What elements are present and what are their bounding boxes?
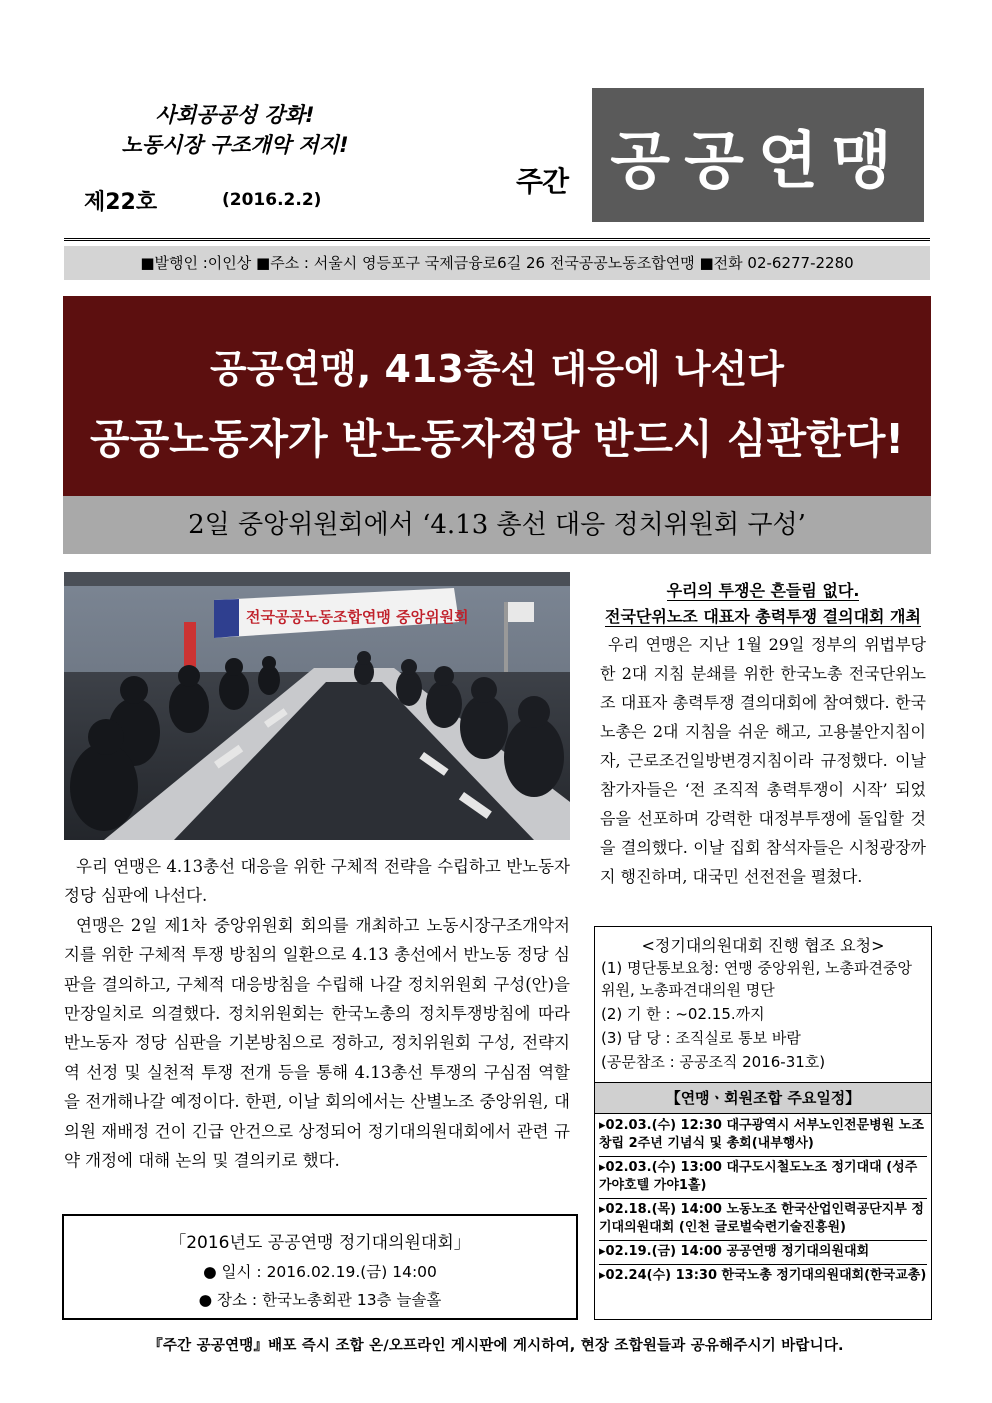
publisher-info: ■발행인 :이인상 ■주소 : 서울시 영등포구 국제금융로6길 26 전국공공노동조합연맹 ■전화 02-6277-2280 [64,246,930,280]
schedule-box [594,1082,932,1320]
photo-banner-text: 전국공공노동조합연맹 중앙위원회 [246,608,469,626]
schedule-item: ▸02.03.(수) 13:00 대구도시철도노조 정기대대 (성주 가야호텔 가야1홀) [599,1157,927,1199]
masthead-title: 공공연맹 [610,123,906,197]
slogan [80,100,390,160]
struggle-title-text: 우리의 투쟁은 흔들림 없다. [666,581,860,600]
slogan-line-1: 사회공공성 강화! [155,103,315,127]
headline-line-1: 공공연맹, 413총선 대응에 나선다 [210,347,784,391]
schedule-item: ▸02.03.(수) 12:30 대구광역시 서부노인전문병원 노조 창립 2주년 기념식 및 총회(내부행사) [599,1115,927,1157]
cooperation-items [601,957,925,1075]
masthead [592,88,924,222]
cooperation-item: (2) 기 한 : ~02.15.까지 [601,1005,765,1023]
struggle-article [600,630,926,891]
schedule-list [599,1115,927,1288]
event-box [62,1214,578,1320]
header-divider [64,238,930,241]
event-date: ● 일시 : 2016.02.19.(금) 14:00 [203,1263,437,1281]
subheadline: 2일 중앙위원회에서 ‘4.13 총선 대응 정치위원회 구성’ [63,496,931,554]
weekly-label: 주간 [516,165,569,198]
issue-number: 제22호 [84,190,158,215]
struggle-article-body: 우리 연맹은 지난 1월 29일 정부의 위법부당한 2대 지침 분쇄를 위한 한국노총 전국단위노조 대표자 총력투쟁 결의대회에 참여했다. 한국노총은 2대 지침을 쉬운 해고, 고용불안지침이자, 근로조건일방변경지침이라 규정했다. 이날 참가자들은 ‘전 조직적 총력투쟁이 시작’ 되었음을 선포하며 강력한 대정부투쟁에 돌입할 것을 결의했다. 이날 집회 참석자들은 시청광장까지 행진하며, 대국민 선전전을 펼쳤다. [600,635,926,886]
event-title: 「2016년도 공공연맹 정기대의원대회」 [169,1233,471,1253]
schedule-title: 【연맹ㆍ회원조합 주요일정】 [595,1083,931,1114]
cooperation-title: <정기대의원대회 진행 협조 요청> [641,936,885,955]
cooperation-item: (1) 명단통보요청: 연맹 중앙위원, 노총파견중앙위원, 노총파견대의원 명단 [601,959,912,999]
cooperation-request-box [594,926,932,1084]
struggle-title [598,578,928,601]
headline-line-2: 공공노동자가 반노동자정당 반드시 심판한다! [89,415,905,463]
headline-box [63,296,931,496]
issue-date: (2016.2.2) [222,190,322,210]
schedule-item: ▸02.18.(목) 14:00 노동노조 한국산업인력공단지부 정기대의원대회 (인천 글로벌숙련기술진흥원) [599,1199,927,1241]
struggle-subtitle-text: 전국단위노조 대표자 총력투쟁 결의대회 개최 [605,607,921,626]
main-article-paragraph-2: 연맹은 2일 제1차 중앙위원회 회의를 개최하고 노동시장구조개악저지를 위한 구체적 투쟁 방침의 일환으로 4.13 총선에서 반노동 정당 심판을 결의하고, 구체적 대응방침을 수립해 나갈 정치위원회 구성(안)을 만장일치로 의결했다. 정치위원회는 한국노총의 정치투쟁방침에 따라 반노동자 정당 심판을 기본방침으로 정하고, 정치위원회 구성, 전략지역 선정 및 실천적 투쟁 전개 등을 통해 4.13총선 투쟁의 구심점 역할을 전개해나갈 예정이다. 한편, 이날 회의에서는 산별노조 중앙위원, 대의원 재배정 건이 긴급 안건으로 상정되어 정기대의원대회에서 관련 규약 개정에 대해 논의 및 결의키로 했다. [64,915,570,1171]
main-article [64,852,570,1175]
schedule-item: ▸02.19.(금) 14:00 공공연맹 정기대의원대회 [599,1241,927,1265]
slogan-line-2: 노동시장 구조개악 저지! [121,133,349,157]
cooperation-item: (공문참조 : 공공조직 2016-31호) [601,1053,826,1071]
meeting-photo [64,572,570,840]
schedule-item: ▸02.24(수) 13:30 한국노총 정기대의원대회(한국교총) [599,1268,927,1283]
struggle-subtitle [598,604,928,627]
footer-notice: 『주간 공공연맹』배포 즉시 조합 온/오프라인 게시판에 게시하여, 현장 조합원들과 공유해주시기 바랍니다. [148,1338,844,1354]
event-place: ● 장소 : 한국노총회관 13층 늘솔홀 [198,1291,442,1309]
main-article-paragraph-1: 우리 연맹은 4.13총선 대응을 위한 구체적 전략을 수립하고 반노동자정당 심판에 나선다. [64,857,570,906]
cooperation-item: (3) 담 당 : 조직실로 통보 바람 [601,1029,801,1047]
